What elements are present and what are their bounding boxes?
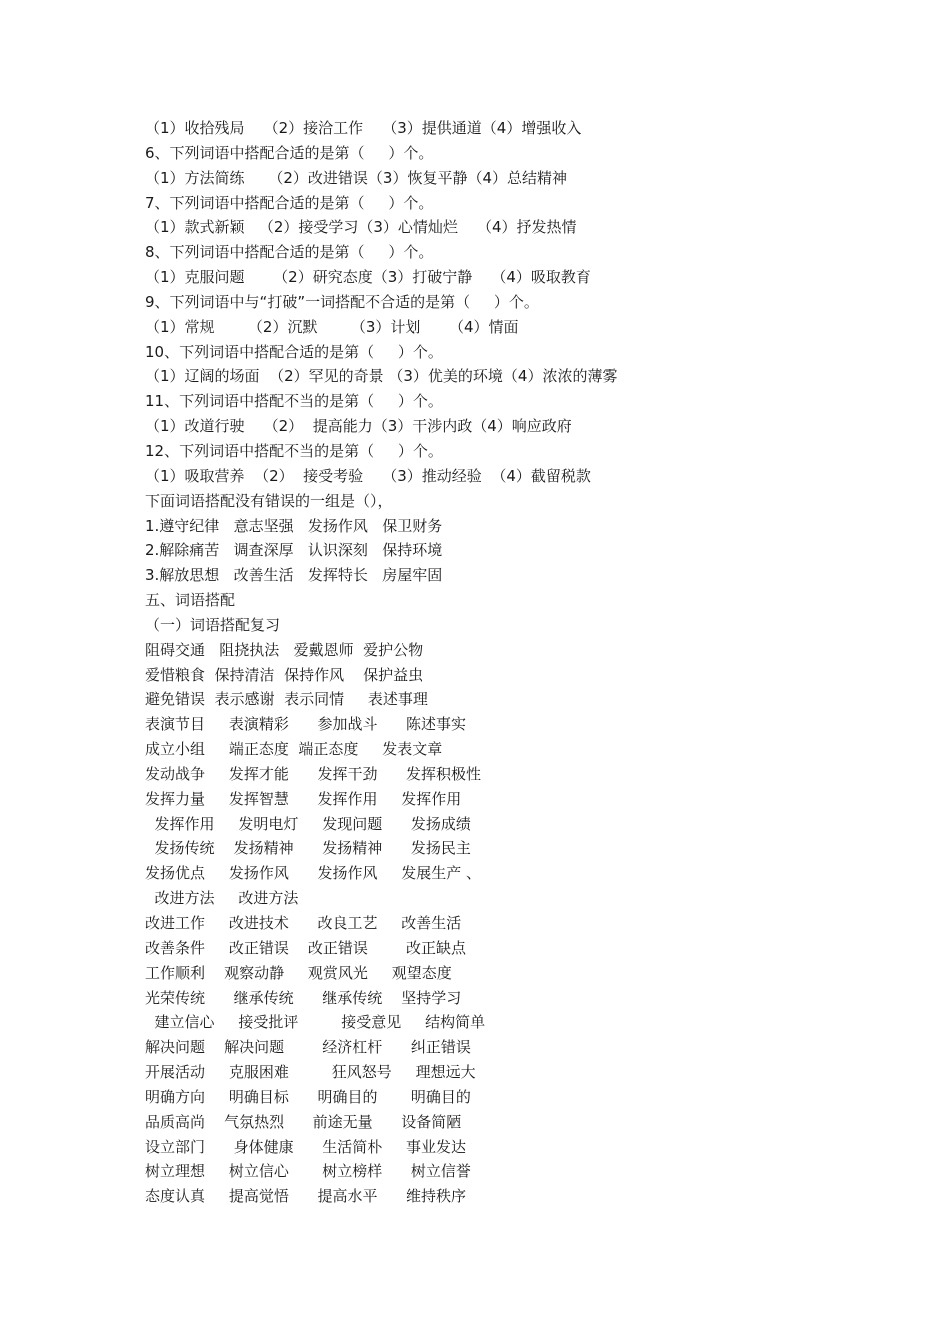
text-line: 明确方向 明确目标 明确目的 明确目的 bbox=[145, 1087, 471, 1106]
question-group: 下面词语搭配没有错误的一组是（）， bbox=[145, 491, 393, 510]
text-line: 树立理想 树立信心 树立榜样 树立信誉 bbox=[145, 1162, 471, 1181]
text-line: （1）辽阔的场面 （2）罕见的奇景 （3）优美的环境（4）浓浓的薄雾 bbox=[145, 367, 618, 386]
text-line: 建立信心 接受批评 接受意见 结构简单 bbox=[145, 1013, 486, 1032]
text-line: 发挥力量 发挥智慧 发挥作用 发挥作用 bbox=[145, 789, 462, 808]
text-line: （1）吸取营养 （2） 接受考验 （3）推动经验 （4）截留税款 bbox=[145, 466, 591, 485]
question-7: 7、下列词语中搭配合适的是第（ ）个。 bbox=[145, 193, 434, 212]
text-line: 2.解除痛苦 调查深厚 认识深刻 保持环境 bbox=[145, 541, 443, 560]
text-line: 设立部门 身体健康 生活简朴 事业发达 bbox=[145, 1137, 467, 1156]
text-line: 避免错误 表示感谢 表示同情 表述事理 bbox=[145, 690, 428, 709]
text-line: 爱惜粮食 保持清洁 保持作风 保护益虫 bbox=[145, 665, 424, 684]
question-9: 9、下列词语中与“打破”一词搭配不合适的是第（ ）个。 bbox=[145, 292, 539, 311]
text-line: 阻碍交通 阻挠执法 爱戴恩师 爱护公物 bbox=[145, 640, 424, 659]
question-11: 11、下列词语中搭配不当的是第（ ）个。 bbox=[145, 392, 443, 411]
text-line: 改进方法 改进方法 bbox=[145, 889, 299, 908]
text-line: 改善条件 改正错误 改正错误 改正缺点 bbox=[145, 938, 467, 957]
text-line: 改进工作 改进技术 改良工艺 改善生活 bbox=[145, 914, 462, 932]
text-line: 3.解放思想 改善生活 发挥特长 房屋牢固 bbox=[145, 566, 443, 585]
document-body bbox=[145, 116, 865, 1209]
text-line: （1）克服问题 （2）研究态度（3）打破宁静 （4）吸取教育 bbox=[145, 268, 591, 287]
section-heading: 五、词语搭配 bbox=[145, 591, 236, 610]
text-line: 发挥作用 发明电灯 发现问题 发扬成绩 bbox=[145, 814, 471, 833]
text-line: 工作顺利 观察动静 观赏风光 观望态度 bbox=[145, 963, 452, 982]
text-line: （1）常规 （2）沉默 （3）计划 （4）情面 bbox=[145, 317, 519, 336]
text-line: （1）款式新颖 （2）接受学习（3）心情灿烂 （4）抒发热情 bbox=[145, 218, 577, 237]
text-line: 发动战争 发挥才能 发挥干劲 发挥积极性 bbox=[145, 764, 482, 783]
text-line: （1）收拾残局 （2）接洽工作 （3）提供通道（4）增强收入 bbox=[145, 119, 582, 137]
text-line: 光荣传统 继承传统 继承传统 坚持学习 bbox=[145, 988, 462, 1007]
text-line: 发扬优点 发扬作风 发扬作风 发展生产 、 bbox=[145, 864, 482, 883]
text-line: 表演节目 表演精彩 参加战斗 陈述事实 bbox=[145, 715, 467, 734]
text-line: 发扬传统 发扬精神 发扬精神 发扬民主 bbox=[145, 839, 471, 858]
text-line: 1.遵守纪律 意志坚强 发扬作风 保卫财务 bbox=[145, 516, 443, 535]
text-line: 开展活动 克服困难 狂风怒号 理想远大 bbox=[145, 1063, 476, 1082]
text-line: 解决问题 解决问题 经济杠杆 纠正错误 bbox=[145, 1038, 471, 1057]
text-line: 品质高尚 气氛热烈 前途无量 设备简陋 bbox=[145, 1112, 462, 1131]
text-line: 成立小组 端正态度 端正态度 发表文章 bbox=[145, 740, 443, 759]
text-line: （1）方法简练 （2）改进错误（3）恢复平静（4）总结精神 bbox=[145, 168, 568, 187]
question-6: 6、下列词语中搭配合适的是第（ ）个。 bbox=[145, 143, 434, 162]
subsection-heading: （一）词语搭配复习 bbox=[145, 615, 281, 634]
question-10: 10、下列词语中搭配合适的是第（ ）个。 bbox=[145, 342, 443, 361]
text-line: （1）改道行驶 （2） 提高能力（3）干涉内政（4）响应政府 bbox=[145, 417, 572, 436]
question-12: 12、下列词语中搭配不当的是第（ ）个。 bbox=[145, 441, 443, 460]
text-line: 态度认真 提高觉悟 提高水平 维持秩序 bbox=[145, 1187, 467, 1206]
question-8: 8、下列词语中搭配合适的是第（ ）个。 bbox=[145, 243, 434, 262]
